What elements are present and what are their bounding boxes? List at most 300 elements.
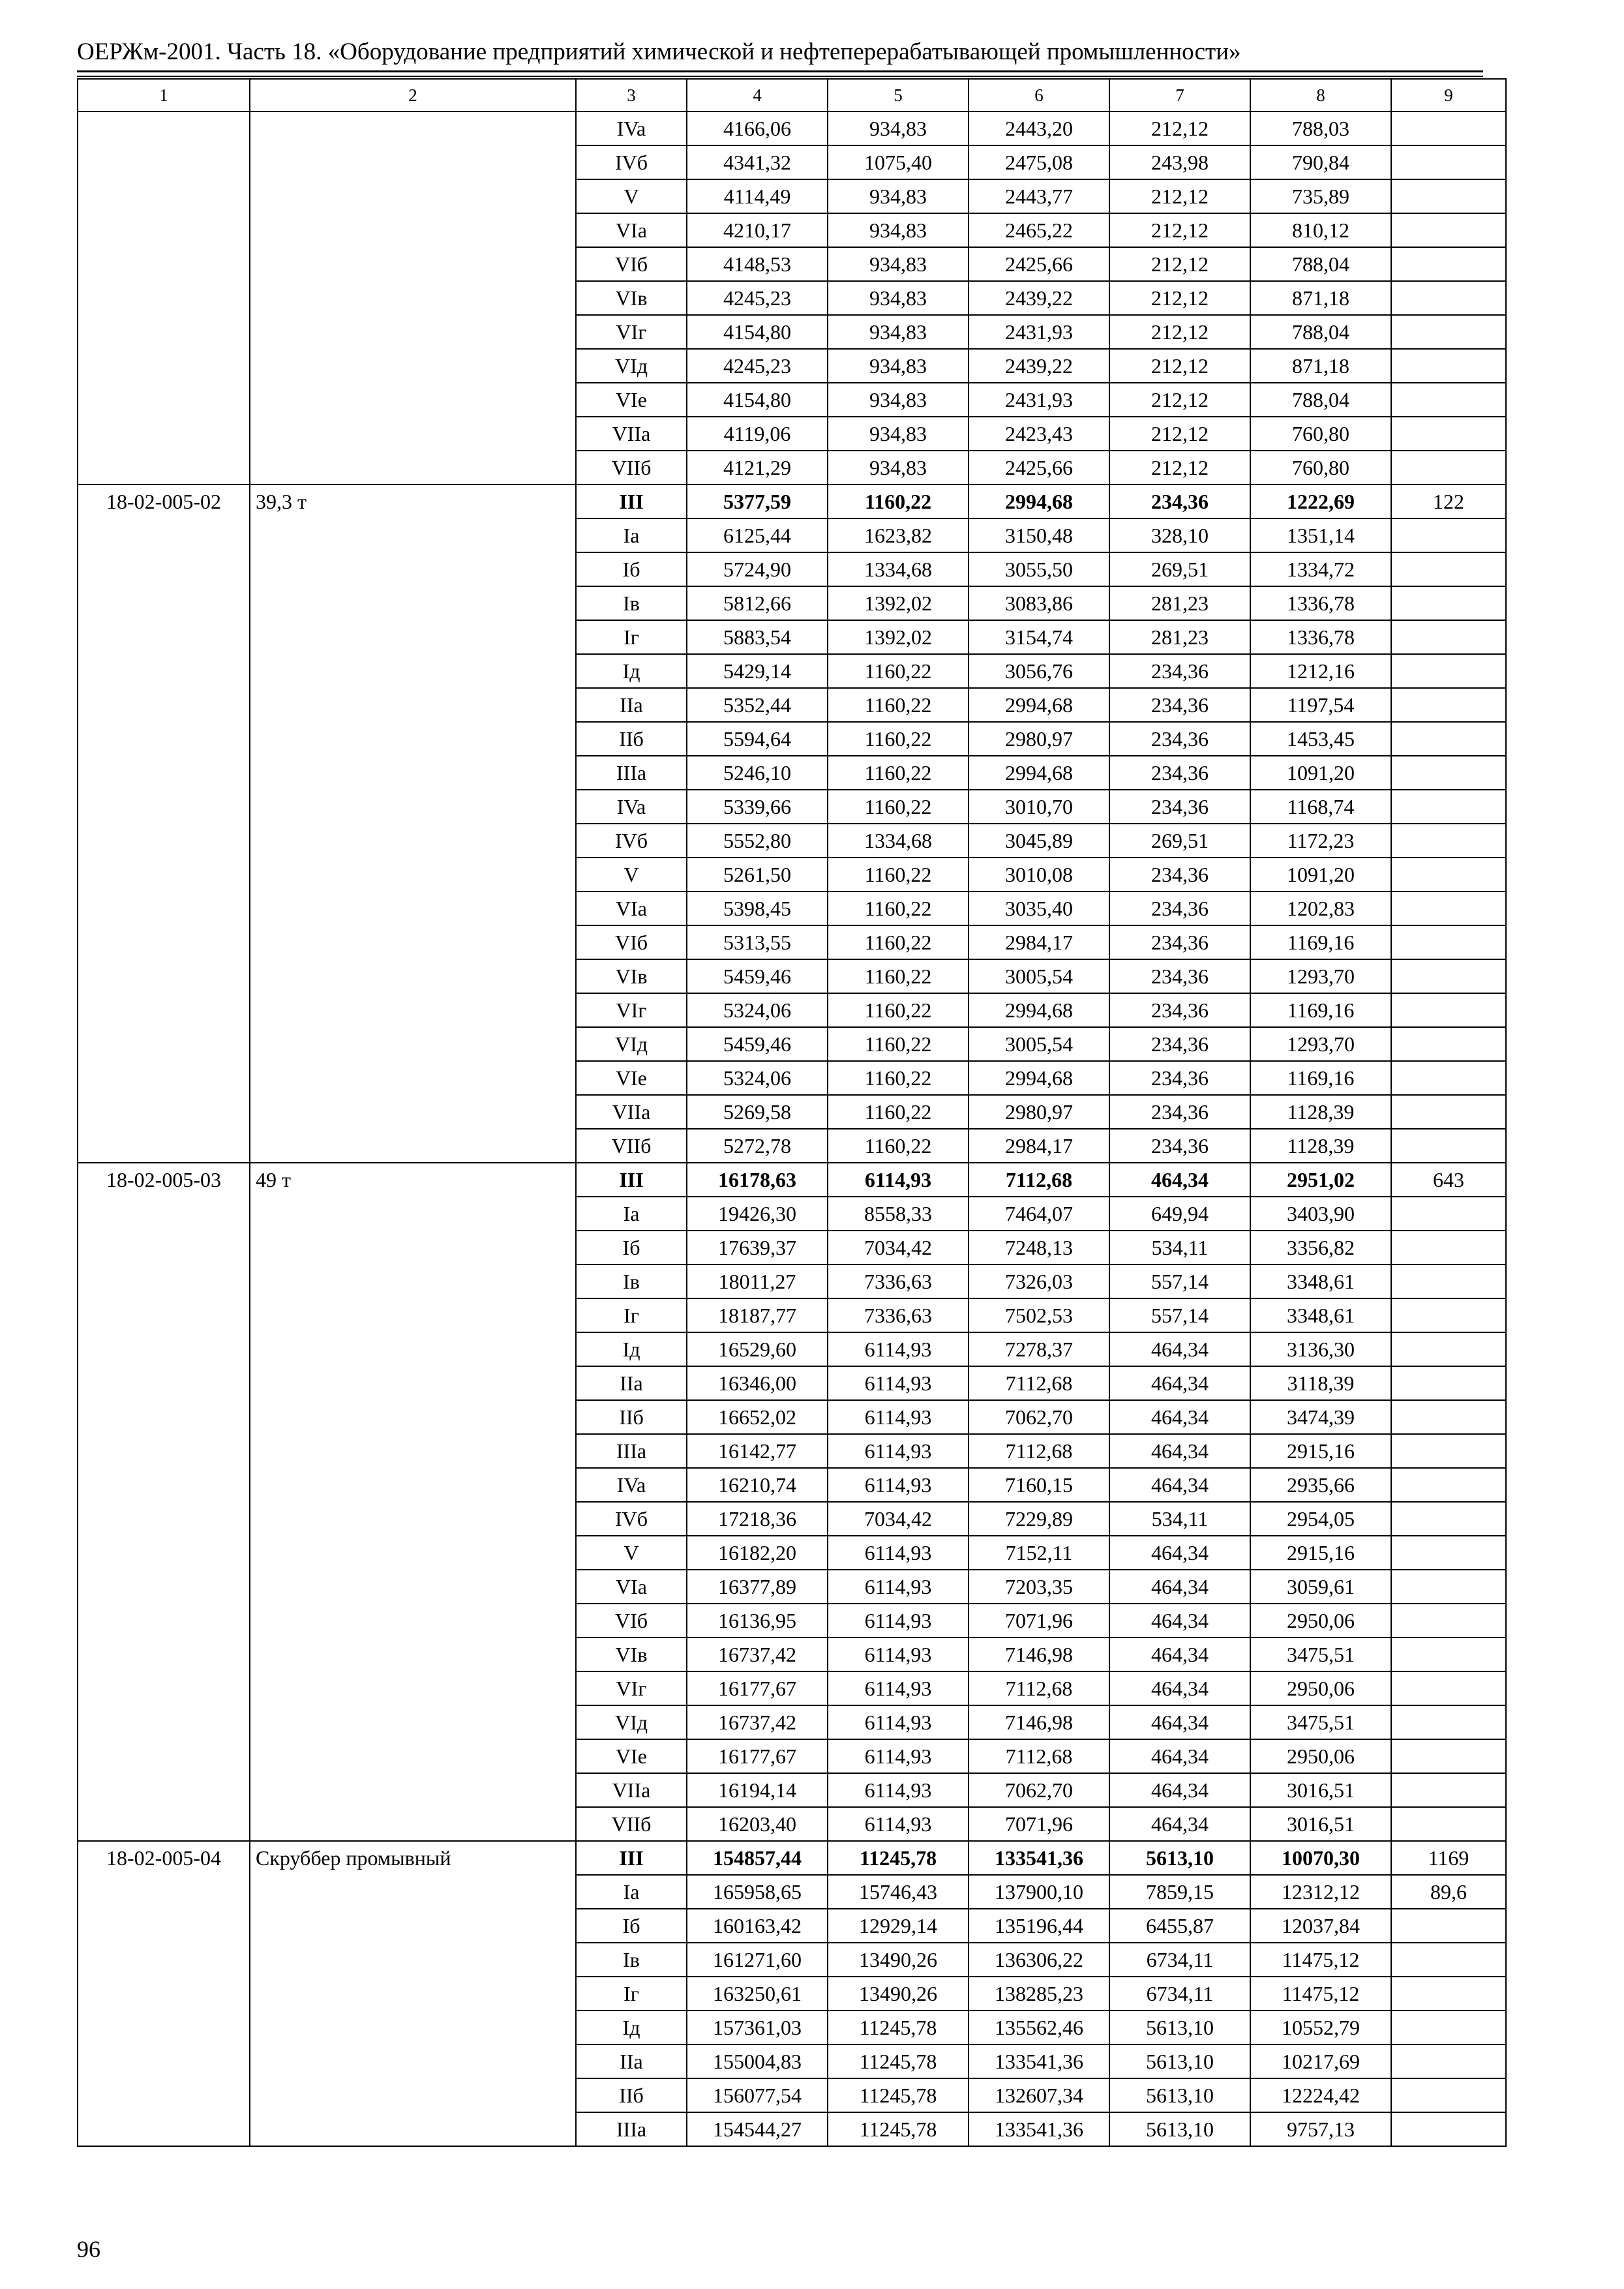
labor-cell	[1391, 1570, 1506, 1604]
machines-cell: 2439,22	[969, 281, 1109, 315]
wages-cell: 934,83	[828, 417, 969, 451]
machines-cell: 3005,54	[969, 959, 1109, 993]
machinist-wages-cell: 328,10	[1109, 518, 1250, 552]
wages-cell: 6114,93	[828, 1468, 969, 1502]
total-cost-cell: 5352,44	[687, 688, 828, 722]
machines-cell: 7326,03	[969, 1264, 1109, 1298]
machinist-wages-cell: 7859,15	[1109, 1875, 1250, 1909]
region-cell: IVa	[576, 1468, 687, 1502]
wages-cell: 1160,22	[828, 959, 969, 993]
labor-cell	[1391, 959, 1506, 993]
region-cell: VIe	[576, 1739, 687, 1773]
machinist-wages-cell: 234,36	[1109, 485, 1250, 518]
labor-cell	[1391, 1027, 1506, 1061]
machinist-wages-cell: 5613,10	[1109, 2078, 1250, 2112]
wages-cell: 6114,93	[828, 1705, 969, 1739]
labor-cell	[1391, 1773, 1506, 1807]
total-cost-cell: 16737,42	[687, 1638, 828, 1671]
labor-cell	[1391, 213, 1506, 247]
total-cost-cell: 16142,77	[687, 1434, 828, 1468]
total-cost-cell: 19426,30	[687, 1197, 828, 1231]
machines-cell: 2431,93	[969, 315, 1109, 349]
materials-cell: 1453,45	[1250, 722, 1391, 756]
labor-cell	[1391, 891, 1506, 925]
wages-cell: 934,83	[828, 213, 969, 247]
labor-cell	[1391, 451, 1506, 485]
materials-cell: 2935,66	[1250, 1468, 1391, 1502]
region-cell: VIв	[576, 1638, 687, 1671]
labor-cell	[1391, 620, 1506, 654]
total-cost-cell: 4119,06	[687, 417, 828, 451]
region-cell: Iб	[576, 552, 687, 586]
labor-cell	[1391, 247, 1506, 281]
machinist-wages-cell: 464,34	[1109, 1332, 1250, 1366]
total-cost-cell: 155004,83	[687, 2044, 828, 2078]
region-cell: Ia	[576, 1197, 687, 1231]
labor-cell	[1391, 2112, 1506, 2146]
machinist-wages-cell: 234,36	[1109, 688, 1250, 722]
machines-cell: 2994,68	[969, 1061, 1109, 1095]
machines-cell: 3010,08	[969, 858, 1109, 891]
machines-cell: 3005,54	[969, 1027, 1109, 1061]
wages-cell: 6114,93	[828, 1739, 969, 1773]
labor-cell	[1391, 1909, 1506, 1943]
table-row	[78, 1841, 1506, 1875]
document-header: ОЕРЖм-2001. Часть 18. «Оборудование предприятий химической и нефтеперерабатывающей промышленности»	[77, 38, 1241, 65]
materials-cell: 12312,12	[1250, 1875, 1391, 1909]
column-number: 8	[1250, 79, 1391, 112]
region-cell: IVa	[576, 790, 687, 824]
total-cost-cell: 16377,89	[687, 1570, 828, 1604]
labor-cell	[1391, 179, 1506, 213]
machines-cell: 7160,15	[969, 1468, 1109, 1502]
labor-cell	[1391, 756, 1506, 790]
total-cost-cell: 16346,00	[687, 1366, 828, 1400]
labor-cell	[1391, 1671, 1506, 1705]
wages-cell: 15746,43	[828, 1875, 969, 1909]
machines-cell: 2994,68	[969, 756, 1109, 790]
wages-cell: 6114,93	[828, 1570, 969, 1604]
total-cost-cell: 5459,46	[687, 1027, 828, 1061]
materials-cell: 2950,06	[1250, 1604, 1391, 1638]
total-cost-cell: 5324,06	[687, 993, 828, 1027]
labor-cell	[1391, 722, 1506, 756]
machines-cell: 7112,68	[969, 1739, 1109, 1773]
machinist-wages-cell: 5613,10	[1109, 2011, 1250, 2044]
labor-cell	[1391, 315, 1506, 349]
region-cell: VIa	[576, 891, 687, 925]
page-number: 96	[77, 2236, 100, 2262]
region-cell: VIб	[576, 247, 687, 281]
machines-cell: 2423,43	[969, 417, 1109, 451]
column-number: 6	[969, 79, 1109, 112]
total-cost-cell: 5261,50	[687, 858, 828, 891]
region-cell: VIд	[576, 349, 687, 383]
region-cell: IIa	[576, 688, 687, 722]
region-cell: Iг	[576, 620, 687, 654]
wages-cell: 6114,93	[828, 1434, 969, 1468]
machines-cell: 136306,22	[969, 1943, 1109, 1977]
machinist-wages-cell: 212,12	[1109, 213, 1250, 247]
wages-cell: 7034,42	[828, 1502, 969, 1536]
wages-cell: 13490,26	[828, 1977, 969, 2011]
machines-cell: 7112,68	[969, 1163, 1109, 1197]
wages-cell: 1160,22	[828, 756, 969, 790]
region-cell: VIa	[576, 1570, 687, 1604]
materials-cell: 3118,39	[1250, 1366, 1391, 1400]
total-cost-cell: 161271,60	[687, 1943, 828, 1977]
total-cost-cell: 4341,32	[687, 145, 828, 179]
total-cost-cell: 16194,14	[687, 1773, 828, 1807]
total-cost-cell: 157361,03	[687, 2011, 828, 2044]
item-name: Скруббер промывный	[250, 1841, 576, 2146]
wages-cell: 11245,78	[828, 1841, 969, 1875]
total-cost-cell: 5269,58	[687, 1095, 828, 1129]
region-cell: VIб	[576, 1604, 687, 1638]
machinist-wages-cell: 234,36	[1109, 654, 1250, 688]
materials-cell: 1128,39	[1250, 1095, 1391, 1129]
materials-cell: 11475,12	[1250, 1977, 1391, 2011]
materials-cell: 3136,30	[1250, 1332, 1391, 1366]
machines-cell: 2984,17	[969, 925, 1109, 959]
materials-cell: 871,18	[1250, 281, 1391, 315]
machinist-wages-cell: 464,34	[1109, 1536, 1250, 1570]
wages-cell: 12929,14	[828, 1909, 969, 1943]
labor-cell	[1391, 417, 1506, 451]
price-table-body	[78, 79, 1506, 2146]
wages-cell: 11245,78	[828, 2011, 969, 2044]
region-cell: IIб	[576, 2078, 687, 2112]
machinist-wages-cell: 464,34	[1109, 1807, 1250, 1841]
region-cell: IVa	[576, 112, 687, 145]
total-cost-cell: 5594,64	[687, 722, 828, 756]
region-cell: Iд	[576, 654, 687, 688]
region-cell: VIa	[576, 213, 687, 247]
machinist-wages-cell: 234,36	[1109, 790, 1250, 824]
materials-cell: 1128,39	[1250, 1129, 1391, 1163]
machinist-wages-cell: 234,36	[1109, 722, 1250, 756]
machines-cell: 7062,70	[969, 1400, 1109, 1434]
table-row	[78, 485, 1506, 518]
materials-cell: 12037,84	[1250, 1909, 1391, 1943]
item-code: 18-02-005-04	[78, 1841, 250, 2146]
machinist-wages-cell: 234,36	[1109, 1095, 1250, 1129]
wages-cell: 1160,22	[828, 1061, 969, 1095]
total-cost-cell: 5883,54	[687, 620, 828, 654]
wages-cell: 934,83	[828, 281, 969, 315]
total-cost-cell: 6125,44	[687, 518, 828, 552]
column-number: 4	[687, 79, 828, 112]
wages-cell: 6114,93	[828, 1400, 969, 1434]
materials-cell: 1336,78	[1250, 620, 1391, 654]
labor-cell	[1391, 1197, 1506, 1231]
machines-cell: 7112,68	[969, 1434, 1109, 1468]
wages-cell: 6114,93	[828, 1773, 969, 1807]
machines-cell: 138285,23	[969, 1977, 1109, 2011]
total-cost-cell: 154857,44	[687, 1841, 828, 1875]
labor-cell	[1391, 993, 1506, 1027]
wages-cell: 1075,40	[828, 145, 969, 179]
machines-cell: 137900,10	[969, 1875, 1109, 1909]
machinist-wages-cell: 212,12	[1109, 247, 1250, 281]
machines-cell: 7278,37	[969, 1332, 1109, 1366]
region-cell: VIб	[576, 925, 687, 959]
wages-cell: 7034,42	[828, 1231, 969, 1264]
wages-cell: 1160,22	[828, 1095, 969, 1129]
materials-cell: 3474,39	[1250, 1400, 1391, 1434]
machinist-wages-cell: 212,12	[1109, 315, 1250, 349]
labor-cell	[1391, 1638, 1506, 1671]
machines-cell: 3035,40	[969, 891, 1109, 925]
machinist-wages-cell: 234,36	[1109, 756, 1250, 790]
machines-cell: 133541,36	[969, 1841, 1109, 1875]
materials-cell: 810,12	[1250, 213, 1391, 247]
machines-cell: 133541,36	[969, 2044, 1109, 2078]
machinist-wages-cell: 5613,10	[1109, 2112, 1250, 2146]
total-cost-cell: 16136,95	[687, 1604, 828, 1638]
price-table	[77, 78, 1507, 2147]
total-cost-cell: 18011,27	[687, 1264, 828, 1298]
machinist-wages-cell: 464,34	[1109, 1400, 1250, 1434]
region-cell: VIIa	[576, 1773, 687, 1807]
labor-cell	[1391, 1231, 1506, 1264]
total-cost-cell: 4121,29	[687, 451, 828, 485]
machinist-wages-cell: 212,12	[1109, 451, 1250, 485]
machines-cell: 7071,96	[969, 1604, 1109, 1638]
machines-cell: 7229,89	[969, 1502, 1109, 1536]
region-cell: V	[576, 179, 687, 213]
machinist-wages-cell: 269,51	[1109, 552, 1250, 586]
wages-cell: 6114,93	[828, 1671, 969, 1705]
item-name: 49 т	[250, 1163, 576, 1841]
materials-cell: 1172,23	[1250, 824, 1391, 858]
materials-cell: 10217,69	[1250, 2044, 1391, 2078]
wages-cell: 8558,33	[828, 1197, 969, 1231]
total-cost-cell: 16737,42	[687, 1705, 828, 1739]
wages-cell: 1623,82	[828, 518, 969, 552]
region-cell: Iб	[576, 1909, 687, 1943]
materials-cell: 788,04	[1250, 315, 1391, 349]
region-cell: VIe	[576, 383, 687, 417]
total-cost-cell: 163250,61	[687, 1977, 828, 2011]
total-cost-cell: 156077,54	[687, 2078, 828, 2112]
total-cost-cell: 17639,37	[687, 1231, 828, 1264]
region-cell: IIa	[576, 2044, 687, 2078]
labor-cell	[1391, 1739, 1506, 1773]
region-cell: Iв	[576, 1943, 687, 1977]
materials-cell: 3475,51	[1250, 1705, 1391, 1739]
region-cell: IIIa	[576, 756, 687, 790]
labor-cell	[1391, 1264, 1506, 1298]
total-cost-cell: 5272,78	[687, 1129, 828, 1163]
materials-cell: 790,84	[1250, 145, 1391, 179]
wages-cell: 1160,22	[828, 722, 969, 756]
item-name: 39,3 т	[250, 485, 576, 1163]
materials-cell: 735,89	[1250, 179, 1391, 213]
wages-cell: 6114,93	[828, 1163, 969, 1197]
materials-cell: 1169,16	[1250, 993, 1391, 1027]
machines-cell: 7146,98	[969, 1705, 1109, 1739]
wages-cell: 6114,93	[828, 1332, 969, 1366]
labor-cell	[1391, 824, 1506, 858]
region-cell: VIIб	[576, 451, 687, 485]
labor-cell	[1391, 2011, 1506, 2044]
wages-cell: 934,83	[828, 349, 969, 383]
labor-cell	[1391, 1977, 1506, 2011]
labor-cell	[1391, 518, 1506, 552]
materials-cell: 3348,61	[1250, 1298, 1391, 1332]
region-cell: Iд	[576, 2011, 687, 2044]
machinist-wages-cell: 234,36	[1109, 925, 1250, 959]
labor-cell	[1391, 1061, 1506, 1095]
machines-cell: 2425,66	[969, 451, 1109, 485]
machines-cell: 7203,35	[969, 1570, 1109, 1604]
wages-cell: 1160,22	[828, 1027, 969, 1061]
labor-cell	[1391, 112, 1506, 145]
machines-cell: 7146,98	[969, 1638, 1109, 1671]
column-number: 7	[1109, 79, 1250, 112]
wages-cell: 934,83	[828, 315, 969, 349]
machines-cell: 2994,68	[969, 485, 1109, 518]
materials-cell: 1222,69	[1250, 485, 1391, 518]
wages-cell: 11245,78	[828, 2112, 969, 2146]
machinist-wages-cell: 6734,11	[1109, 1943, 1250, 1977]
total-cost-cell: 5812,66	[687, 586, 828, 620]
machines-cell: 7502,53	[969, 1298, 1109, 1332]
region-cell: III	[576, 1163, 687, 1197]
materials-cell: 2951,02	[1250, 1163, 1391, 1197]
wages-cell: 1160,22	[828, 1129, 969, 1163]
total-cost-cell: 4148,53	[687, 247, 828, 281]
machines-cell: 7248,13	[969, 1231, 1109, 1264]
total-cost-cell: 5724,90	[687, 552, 828, 586]
wages-cell: 1160,22	[828, 891, 969, 925]
machinist-wages-cell: 212,12	[1109, 112, 1250, 145]
region-cell: Iд	[576, 1332, 687, 1366]
machinist-wages-cell: 464,34	[1109, 1163, 1250, 1197]
total-cost-cell: 4210,17	[687, 213, 828, 247]
wages-cell: 6114,93	[828, 1366, 969, 1400]
region-cell: Iв	[576, 586, 687, 620]
labor-cell	[1391, 1536, 1506, 1570]
region-cell: IIIa	[576, 1434, 687, 1468]
materials-cell: 1351,14	[1250, 518, 1391, 552]
machines-cell: 132607,34	[969, 2078, 1109, 2112]
region-cell: VIв	[576, 281, 687, 315]
wages-cell: 1160,22	[828, 790, 969, 824]
machines-cell: 7464,07	[969, 1197, 1109, 1231]
total-cost-cell: 16210,74	[687, 1468, 828, 1502]
wages-cell: 6114,93	[828, 1604, 969, 1638]
labor-cell	[1391, 1434, 1506, 1468]
total-cost-cell: 5429,14	[687, 654, 828, 688]
machines-cell: 3056,76	[969, 654, 1109, 688]
labor-cell	[1391, 1366, 1506, 1400]
materials-cell: 1293,70	[1250, 959, 1391, 993]
total-cost-cell: 16177,67	[687, 1671, 828, 1705]
region-cell: IIб	[576, 1400, 687, 1434]
region-cell: IVб	[576, 824, 687, 858]
total-cost-cell: 16203,40	[687, 1807, 828, 1841]
total-cost-cell: 5377,59	[687, 485, 828, 518]
materials-cell: 3403,90	[1250, 1197, 1391, 1231]
machinist-wages-cell: 212,12	[1109, 383, 1250, 417]
machines-cell: 3083,86	[969, 586, 1109, 620]
machines-cell: 133541,36	[969, 2112, 1109, 2146]
labor-cell	[1391, 2044, 1506, 2078]
total-cost-cell: 4154,80	[687, 383, 828, 417]
wages-cell: 1334,68	[828, 824, 969, 858]
machinist-wages-cell: 234,36	[1109, 858, 1250, 891]
machines-cell: 2980,97	[969, 722, 1109, 756]
materials-cell: 10552,79	[1250, 2011, 1391, 2044]
wages-cell: 934,83	[828, 247, 969, 281]
total-cost-cell: 5552,80	[687, 824, 828, 858]
machines-cell: 7062,70	[969, 1773, 1109, 1807]
machines-cell: 2443,20	[969, 112, 1109, 145]
machinist-wages-cell: 234,36	[1109, 1061, 1250, 1095]
wages-cell: 11245,78	[828, 2078, 969, 2112]
wages-cell: 1334,68	[828, 552, 969, 586]
total-cost-cell: 4166,06	[687, 112, 828, 145]
materials-cell: 1197,54	[1250, 688, 1391, 722]
machinist-wages-cell: 557,14	[1109, 1264, 1250, 1298]
region-cell: VIIб	[576, 1129, 687, 1163]
total-cost-cell: 165958,65	[687, 1875, 828, 1909]
labor-cell	[1391, 281, 1506, 315]
column-number: 9	[1391, 79, 1506, 112]
region-cell: VIIб	[576, 1807, 687, 1841]
wages-cell: 1392,02	[828, 586, 969, 620]
labor-cell	[1391, 1807, 1506, 1841]
wages-cell: 7336,63	[828, 1298, 969, 1332]
labor-cell	[1391, 1298, 1506, 1332]
machinist-wages-cell: 464,34	[1109, 1705, 1250, 1739]
machinist-wages-cell: 6734,11	[1109, 1977, 1250, 2011]
wages-cell: 1160,22	[828, 858, 969, 891]
materials-cell: 788,04	[1250, 247, 1391, 281]
machines-cell: 7152,11	[969, 1536, 1109, 1570]
wages-cell: 1160,22	[828, 925, 969, 959]
region-cell: IIб	[576, 722, 687, 756]
total-cost-cell: 16178,63	[687, 1163, 828, 1197]
machines-cell: 7112,68	[969, 1671, 1109, 1705]
labor-cell	[1391, 145, 1506, 179]
machines-cell: 2443,77	[969, 179, 1109, 213]
materials-cell: 760,80	[1250, 451, 1391, 485]
item-name	[250, 112, 576, 485]
wages-cell: 934,83	[828, 451, 969, 485]
labor-cell	[1391, 1400, 1506, 1434]
total-cost-cell: 5313,55	[687, 925, 828, 959]
wages-cell: 11245,78	[828, 2044, 969, 2078]
materials-cell: 1169,16	[1250, 925, 1391, 959]
total-cost-cell: 154544,27	[687, 2112, 828, 2146]
machinist-wages-cell: 212,12	[1109, 417, 1250, 451]
labor-cell	[1391, 383, 1506, 417]
machinist-wages-cell: 557,14	[1109, 1298, 1250, 1332]
item-code: 18-02-005-03	[78, 1163, 250, 1841]
region-cell: Iг	[576, 1977, 687, 2011]
region-cell: VIг	[576, 1671, 687, 1705]
labor-cell	[1391, 1095, 1506, 1129]
labor-cell	[1391, 1502, 1506, 1536]
wages-cell: 1160,22	[828, 993, 969, 1027]
machinist-wages-cell: 534,11	[1109, 1231, 1250, 1264]
wages-cell: 934,83	[828, 383, 969, 417]
materials-cell: 1091,20	[1250, 756, 1391, 790]
materials-cell: 1293,70	[1250, 1027, 1391, 1061]
